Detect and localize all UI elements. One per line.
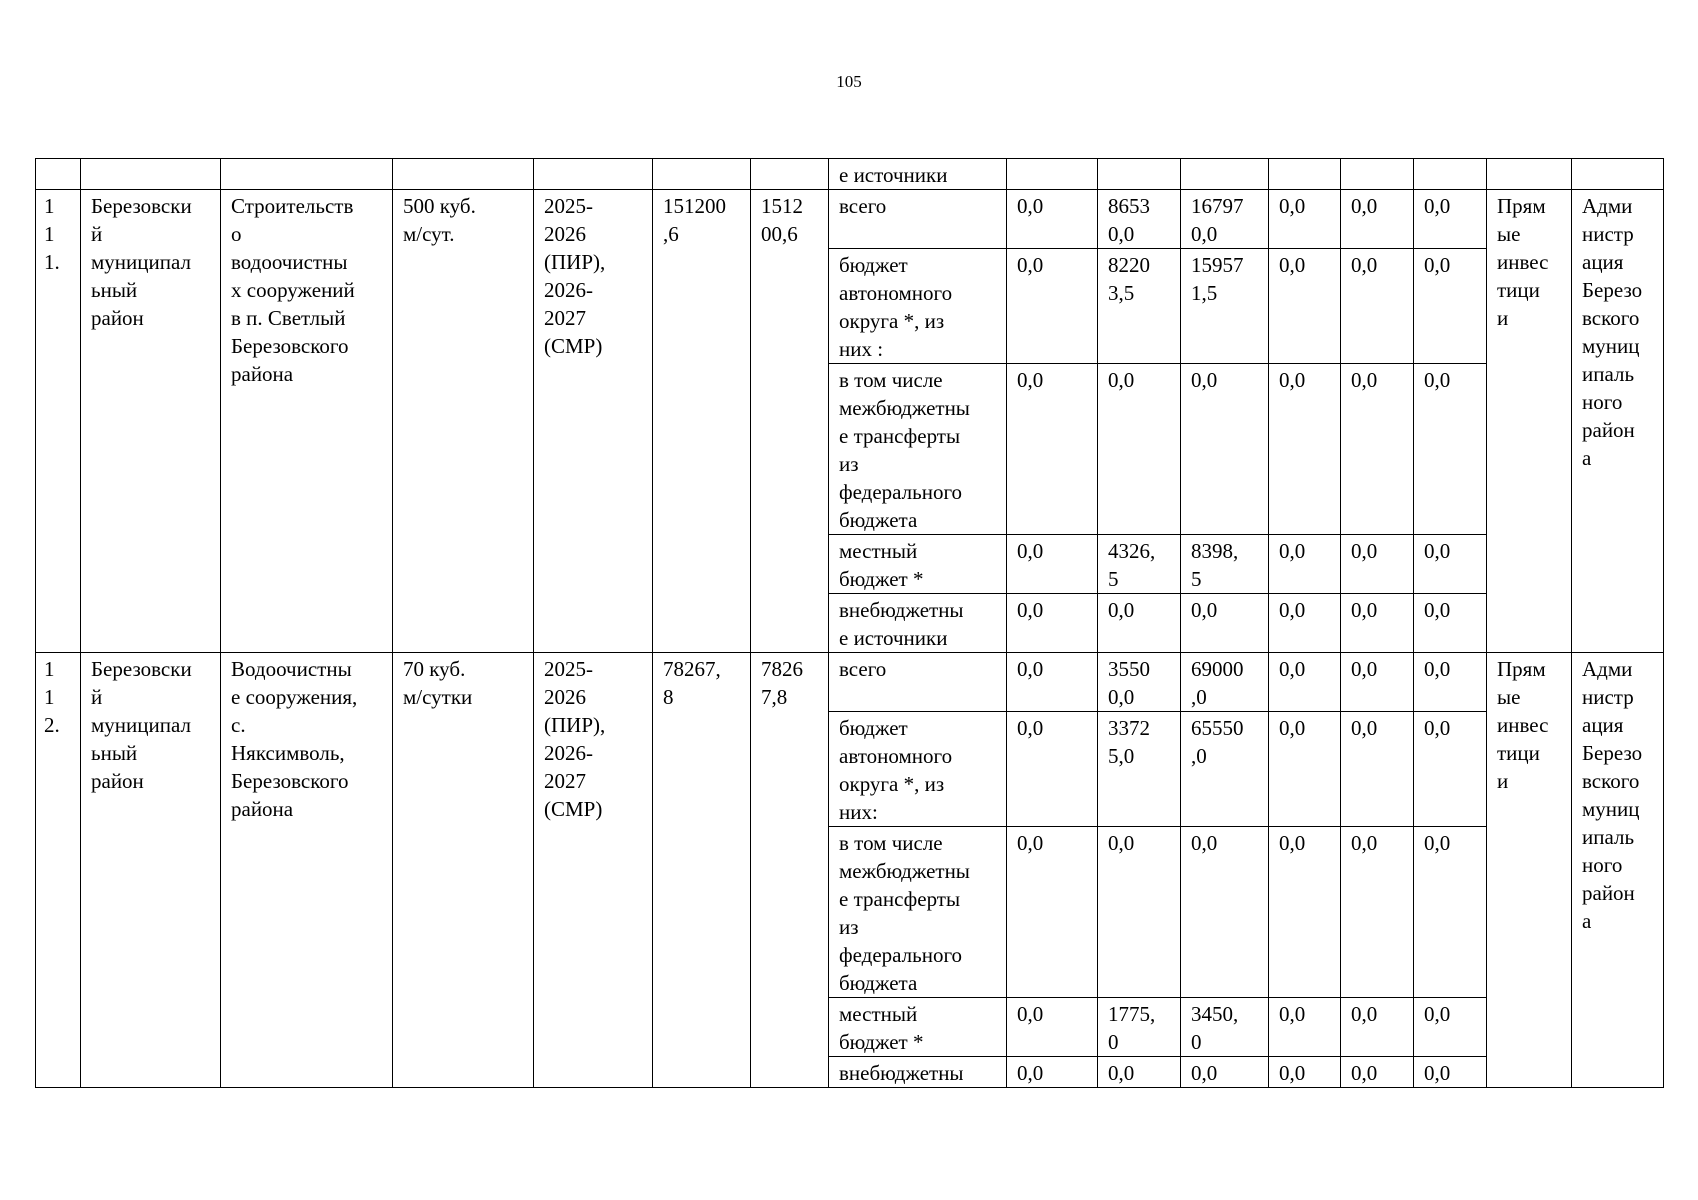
carryover-row	[36, 159, 1664, 190]
cost-cell: 78267, 8	[653, 653, 751, 1088]
empty-cell	[1007, 159, 1098, 190]
value-cell: 65550 ,0	[1181, 712, 1269, 827]
capacity-cell: 500 куб. м/сут.	[393, 190, 534, 653]
value-cell: 0,0	[1414, 364, 1487, 535]
value-cell: 0,0	[1341, 535, 1414, 594]
responsible-cell: Адми нистр ация Березо вского муниц ипаль ного район а	[1572, 653, 1664, 1088]
object-name-cell: Водоочистны е сооружения, с. Няксимволь, Березовского района	[221, 653, 393, 1088]
value-cell: 0,0	[1098, 827, 1181, 998]
value-cell: 0,0	[1341, 594, 1414, 653]
source-label: местный бюджет *	[829, 998, 1007, 1057]
value-cell: 0,0	[1007, 653, 1098, 712]
row-index: 1 1 1.	[36, 190, 81, 653]
row-index: 1 1 2.	[36, 653, 81, 1088]
value-cell: 3550 0,0	[1098, 653, 1181, 712]
value-cell: 0,0	[1414, 712, 1487, 827]
value-cell: 0,0	[1269, 1057, 1341, 1088]
empty-cell	[1269, 159, 1341, 190]
value-cell: 0,0	[1414, 594, 1487, 653]
empty-cell	[534, 159, 653, 190]
source-label: бюджет автономного округа *, из них:	[829, 712, 1007, 827]
capacity-cell: 70 куб. м/сутки	[393, 653, 534, 1088]
value-cell: 4326, 5	[1098, 535, 1181, 594]
empty-cell	[1341, 159, 1414, 190]
investment-type-cell: Прям ые инвес тици и	[1487, 653, 1572, 1088]
source-label: местный бюджет *	[829, 535, 1007, 594]
value-cell: 0,0	[1269, 190, 1341, 249]
value-cell: 0,0	[1414, 535, 1487, 594]
value-cell: 0,0	[1098, 594, 1181, 653]
period-cell: 2025- 2026 (ПИР), 2026- 2027 (СМР)	[534, 653, 653, 1088]
source-label: в том числе межбюджетны е трансферты из федерального бюджета	[829, 364, 1007, 535]
empty-cell	[1098, 159, 1181, 190]
source-label: внебюджетны	[829, 1057, 1007, 1088]
value-cell: 0,0	[1007, 1057, 1098, 1088]
cost-remaining-cell: 7826 7,8	[751, 653, 829, 1088]
value-cell: 0,0	[1269, 249, 1341, 364]
empty-cell	[81, 159, 221, 190]
object-row	[36, 190, 1664, 249]
value-cell: 0,0	[1341, 653, 1414, 712]
value-cell: 0,0	[1181, 827, 1269, 998]
responsible-cell: Адми нистр ация Березо вского муниц ипаль ного район а	[1572, 190, 1664, 653]
value-cell: 0,0	[1181, 364, 1269, 535]
cost-cell: 151200 ,6	[653, 190, 751, 653]
value-cell: 0,0	[1098, 364, 1181, 535]
source-label: внебюджетны е источники	[829, 594, 1007, 653]
empty-cell	[751, 159, 829, 190]
period-cell: 2025- 2026 (ПИР), 2026- 2027 (СМР)	[534, 190, 653, 653]
object-name-cell: Строительств о водоочистны х сооружений в п. Светлый Березовского района	[221, 190, 393, 653]
empty-cell	[393, 159, 534, 190]
source-label: е источники	[829, 159, 1007, 190]
source-label: всего	[829, 190, 1007, 249]
value-cell: 0,0	[1414, 1057, 1487, 1088]
value-cell: 0,0	[1414, 249, 1487, 364]
empty-cell	[1572, 159, 1664, 190]
municipality-cell: Березовски й муниципал ьный район	[81, 190, 221, 653]
cost-remaining-cell: 1512 00,6	[751, 190, 829, 653]
value-cell: 8220 3,5	[1098, 249, 1181, 364]
value-cell: 0,0	[1341, 998, 1414, 1057]
value-cell: 0,0	[1341, 364, 1414, 535]
value-cell: 0,0	[1414, 653, 1487, 712]
value-cell: 3450, 0	[1181, 998, 1269, 1057]
value-cell: 3372 5,0	[1098, 712, 1181, 827]
value-cell: 0,0	[1007, 190, 1098, 249]
value-cell: 0,0	[1414, 190, 1487, 249]
investment-type-cell: Прям ые инвес тици и	[1487, 190, 1572, 653]
budget-table	[35, 158, 1664, 1088]
value-cell: 8653 0,0	[1098, 190, 1181, 249]
value-cell: 0,0	[1269, 998, 1341, 1057]
source-label: всего	[829, 653, 1007, 712]
value-cell: 0,0	[1181, 1057, 1269, 1088]
empty-cell	[221, 159, 393, 190]
source-label: бюджет автономного округа *, из них :	[829, 249, 1007, 364]
value-cell: 0,0	[1341, 249, 1414, 364]
value-cell: 8398, 5	[1181, 535, 1269, 594]
municipality-cell: Березовски й муниципал ьный район	[81, 653, 221, 1088]
value-cell: 0,0	[1269, 712, 1341, 827]
value-cell: 0,0	[1269, 594, 1341, 653]
page-number: 105	[836, 72, 862, 91]
value-cell: 0,0	[1007, 249, 1098, 364]
empty-cell	[1181, 159, 1269, 190]
value-cell: 0,0	[1414, 827, 1487, 998]
empty-cell	[1487, 159, 1572, 190]
value-cell: 0,0	[1341, 827, 1414, 998]
value-cell: 0,0	[1341, 190, 1414, 249]
value-cell: 0,0	[1098, 1057, 1181, 1088]
value-cell: 0,0	[1007, 364, 1098, 535]
value-cell: 15957 1,5	[1181, 249, 1269, 364]
value-cell: 0,0	[1269, 827, 1341, 998]
value-cell: 0,0	[1341, 712, 1414, 827]
value-cell: 0,0	[1414, 998, 1487, 1057]
value-cell: 0,0	[1269, 653, 1341, 712]
value-cell: 0,0	[1007, 535, 1098, 594]
value-cell: 0,0	[1269, 364, 1341, 535]
value-cell: 0,0	[1007, 594, 1098, 653]
value-cell: 69000 ,0	[1181, 653, 1269, 712]
empty-cell	[36, 159, 81, 190]
value-cell: 0,0	[1007, 712, 1098, 827]
empty-cell	[653, 159, 751, 190]
value-cell: 0,0	[1181, 594, 1269, 653]
value-cell: 0,0	[1269, 535, 1341, 594]
value-cell: 0,0	[1007, 827, 1098, 998]
empty-cell	[1414, 159, 1487, 190]
value-cell: 1775, 0	[1098, 998, 1181, 1057]
value-cell: 0,0	[1341, 1057, 1414, 1088]
object-row	[36, 653, 1664, 712]
source-label: в том числе межбюджетны е трансферты из федерального бюджета	[829, 827, 1007, 998]
value-cell: 0,0	[1007, 998, 1098, 1057]
value-cell: 16797 0,0	[1181, 190, 1269, 249]
